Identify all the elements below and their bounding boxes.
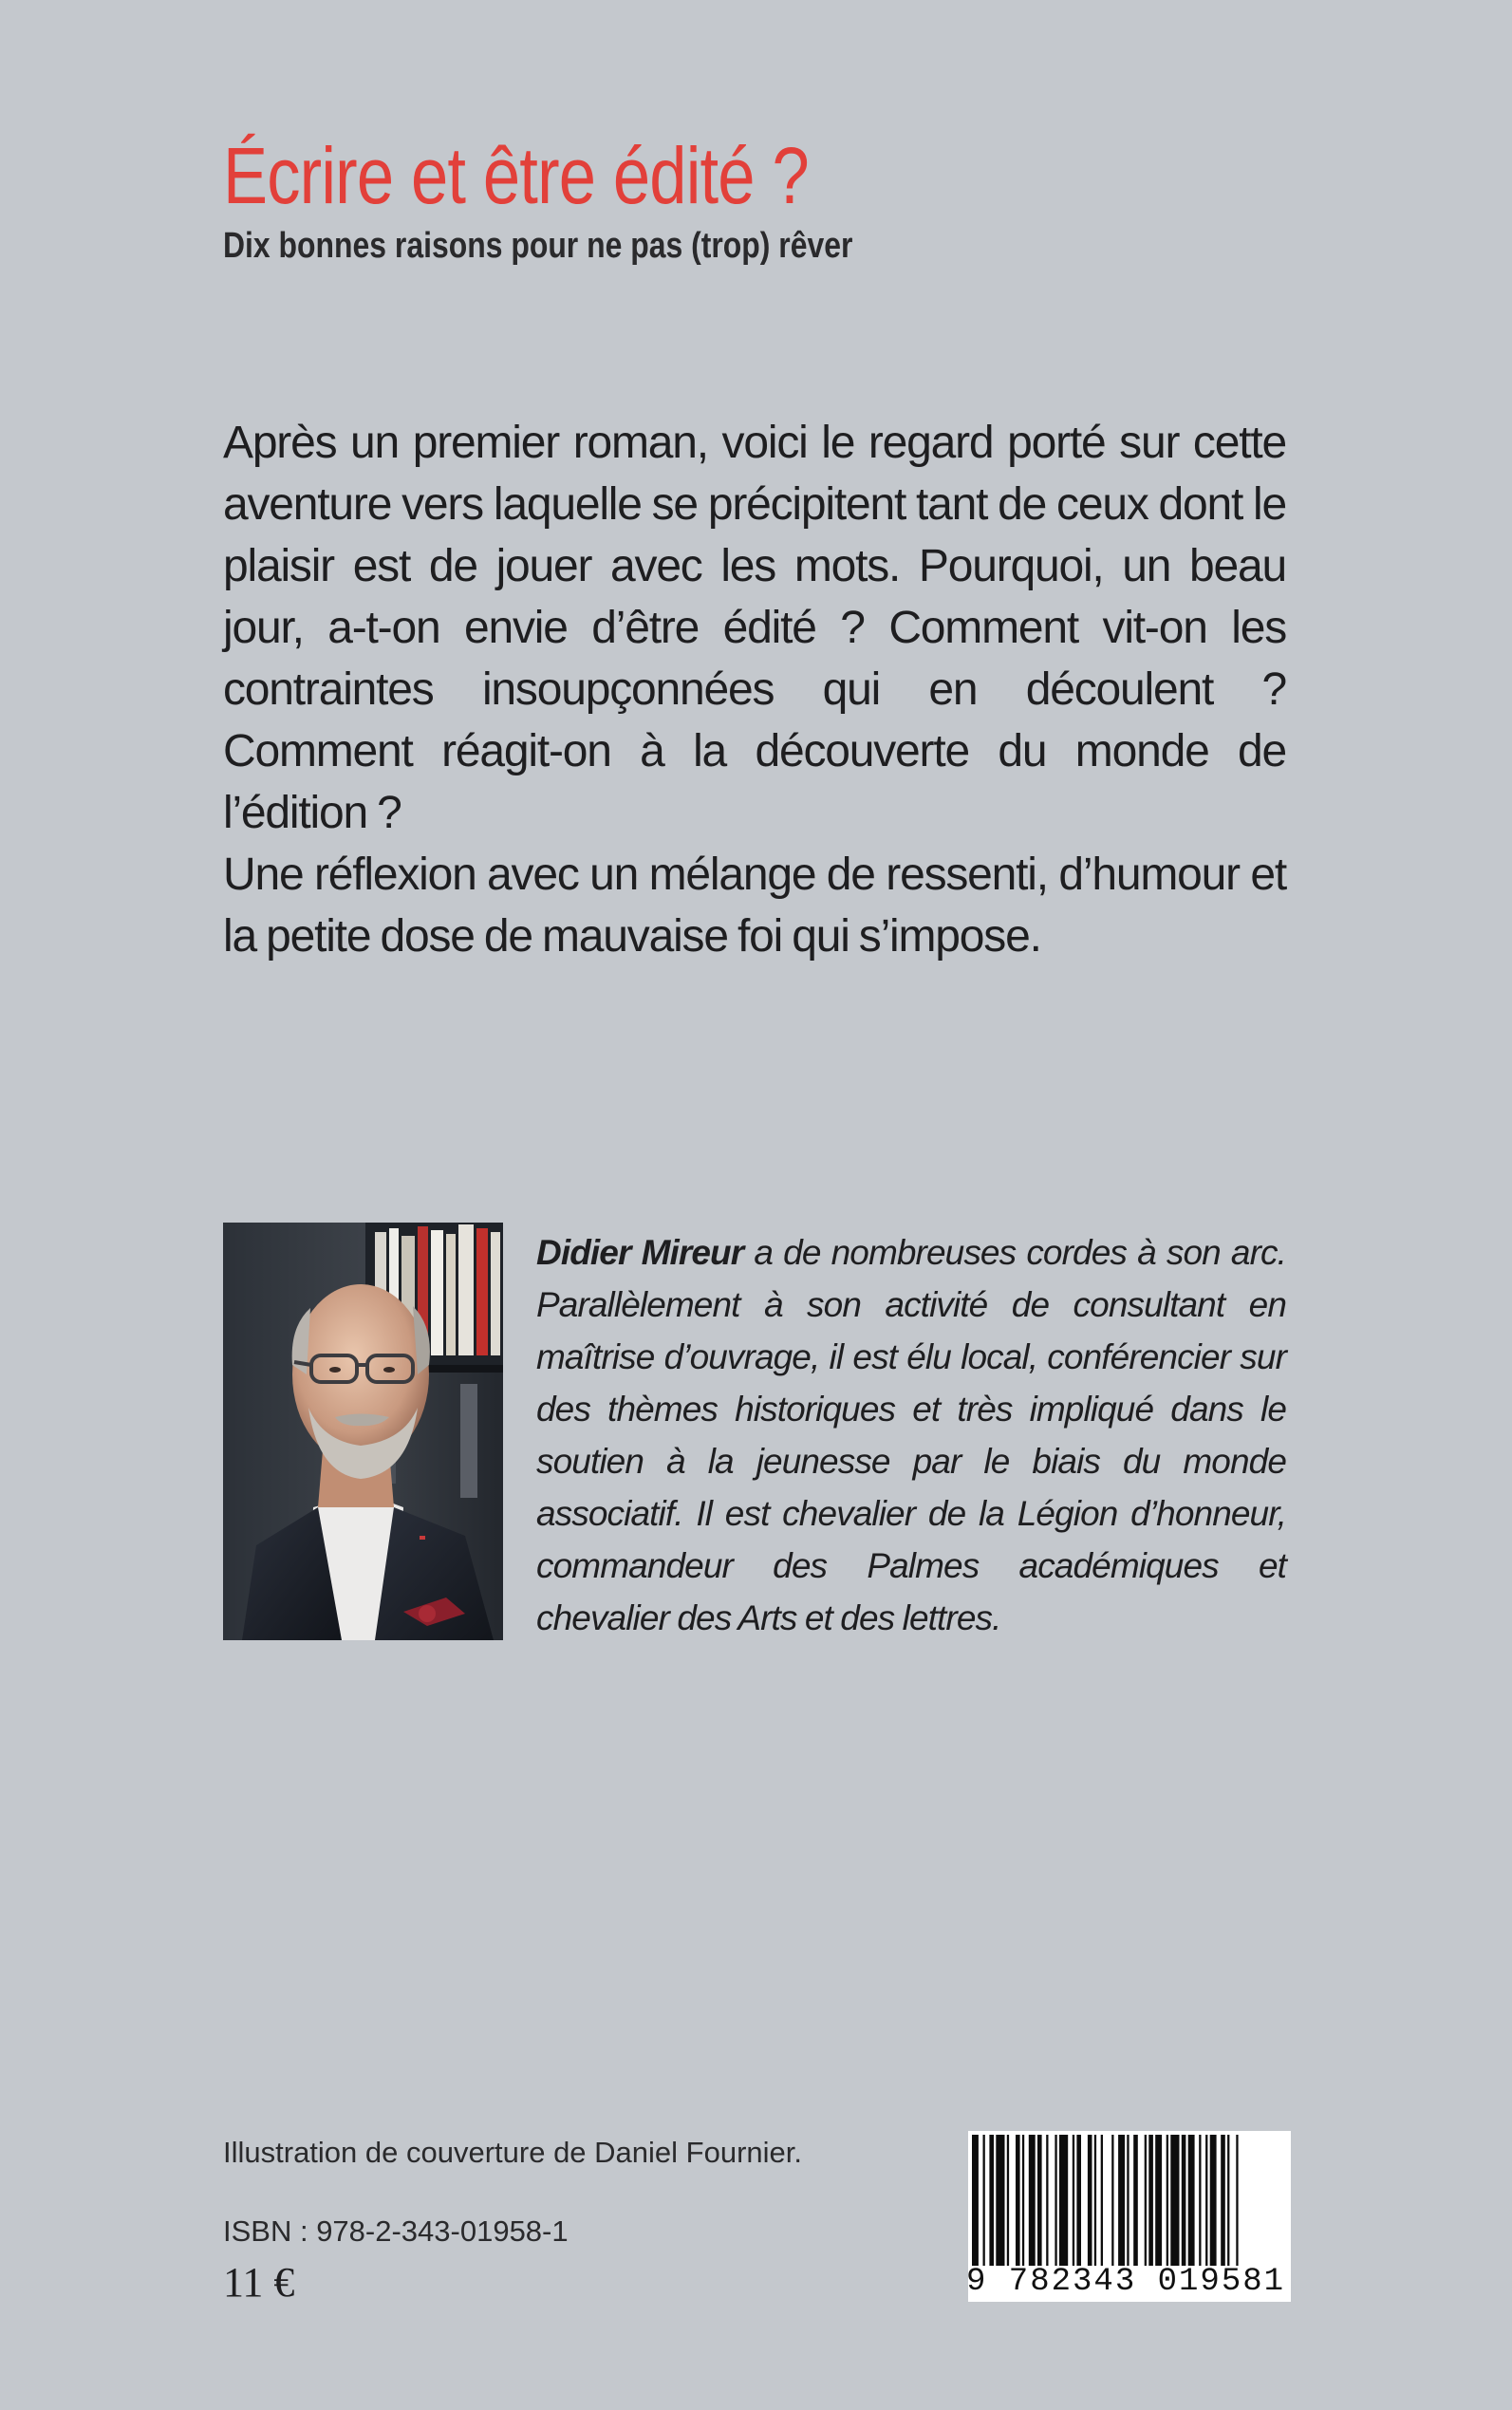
cover-illustration-credit: Illustration de couverture de Daniel Fournier.	[223, 2136, 802, 2169]
barcode-bar	[1059, 2135, 1068, 2266]
book-price: 11 €	[223, 2259, 295, 2306]
barcode-bar	[1227, 2135, 1229, 2266]
barcode-bar	[1170, 2135, 1179, 2266]
barcode-bar	[1205, 2135, 1207, 2266]
book-subtitle: Dix bonnes raisons pour ne pas (trop) rêver	[223, 226, 853, 266]
barcode-bar	[1210, 2135, 1217, 2266]
barcode-bar	[996, 2135, 1004, 2266]
barcode-bar	[1111, 2135, 1113, 2266]
barcode-bar	[1236, 2135, 1238, 2266]
barcode-bar	[1037, 2135, 1042, 2266]
barcode-bar	[1155, 2135, 1162, 2266]
barcode-bar	[1046, 2135, 1048, 2266]
book-title: Écrire et être édité ?	[223, 131, 809, 220]
blurb-paragraph-2: Une réflexion avec un mélange de ressenti, d’humour et la petite dose de mauvaise foi qui s’impose.	[223, 850, 1286, 962]
barcode-bar	[1076, 2135, 1081, 2266]
barcode-bar	[972, 2135, 979, 2266]
barcode-bar	[1145, 2135, 1147, 2266]
barcode-bar	[1133, 2135, 1138, 2266]
barcode-bar	[1088, 2135, 1092, 2266]
barcode-bar	[1127, 2135, 1129, 2266]
author-portrait-icon	[223, 1223, 503, 1640]
barcode-bar	[1029, 2135, 1036, 2266]
barcode-bar	[1118, 2135, 1125, 2266]
barcode-bar	[1094, 2135, 1096, 2266]
isbn-number: ISBN : 978-2-343-01958-1	[223, 2214, 569, 2248]
barcode-bar	[1221, 2135, 1225, 2266]
barcode-bar	[983, 2135, 985, 2266]
barcode-bar	[1016, 2135, 1020, 2266]
barcode-bar	[1055, 2135, 1056, 2266]
barcode-bar	[1007, 2135, 1009, 2266]
author-bio	[536, 1226, 1286, 1644]
author-photo	[223, 1223, 503, 1640]
author-bio-text: a de nombreuses cordes à son arc. Parallèlement à son activité de consultant en maîtrise d’ouvrage, il est élu local, conférencier sur des thèmes historiques et très impliqué dans le soutien à la jeunesse par le biais du monde associatif. Il est chevalier de la Légion d’honneur, commandeur des Palmes académiques et chevalier des Arts et des lettres.	[536, 1233, 1287, 1637]
barcode-bar	[1101, 2135, 1103, 2266]
barcode-digits: 9 782343 019581	[966, 2264, 1286, 2300]
barcode-bar	[1199, 2135, 1201, 2266]
barcode-bar	[1073, 2135, 1074, 2266]
author-name: Didier Mireur	[536, 1233, 744, 1272]
barcode-bar	[1167, 2135, 1168, 2266]
barcode-bar	[1182, 2135, 1186, 2266]
blurb-paragraph-1: Après un premier roman, voici le regard porté sur cette aventure vers laquelle se précipitent tant de ceux dont le plaisir est de jouer avec les mots. Pourquoi, un beau jour, a-t-on envie d’être édité ? Comment vit-on les contraintes insoupçonnées qui en découlent ? Comment réagit-on à la découverte du monde de l’édition ?	[223, 418, 1286, 838]
barcode-bar	[1188, 2135, 1195, 2266]
barcode-bar	[1022, 2135, 1024, 2266]
barcode-bar	[1148, 2135, 1153, 2266]
barcode-bar	[989, 2135, 994, 2266]
